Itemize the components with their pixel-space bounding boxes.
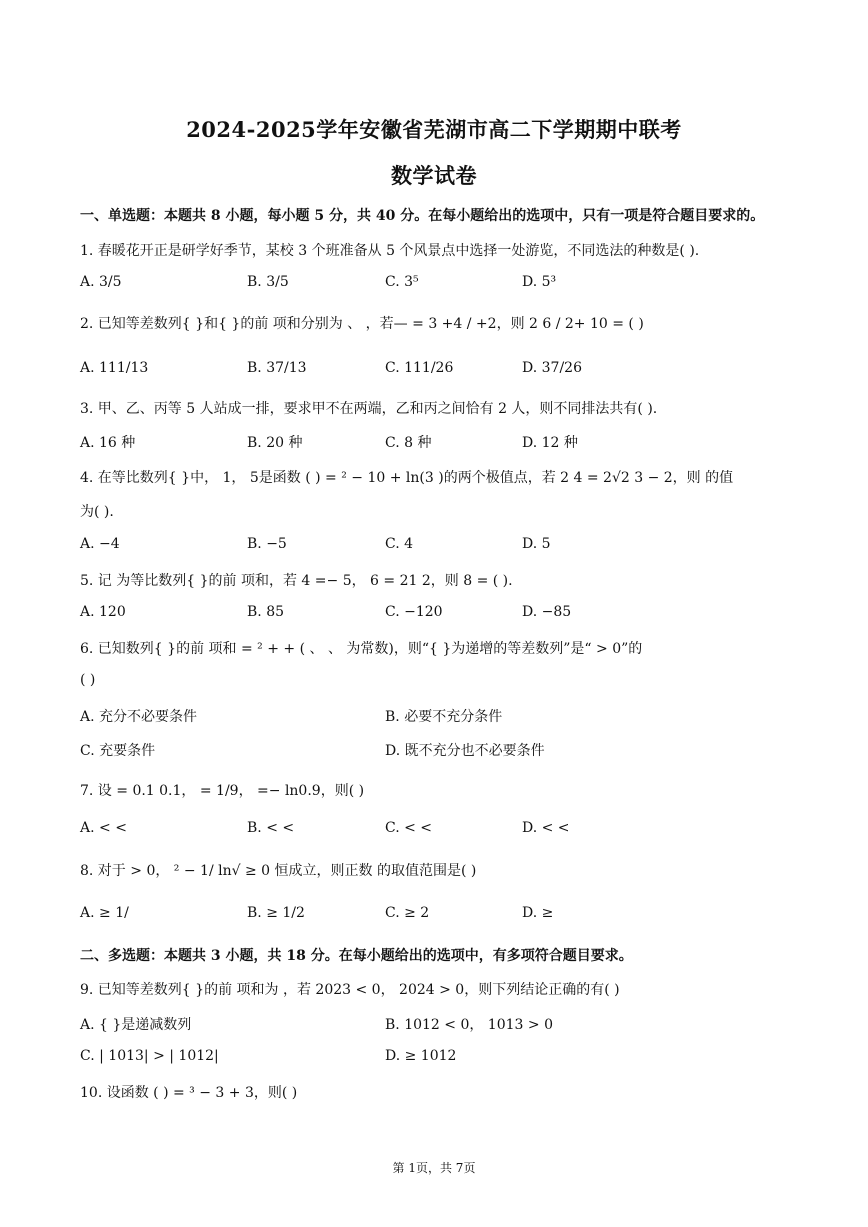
- question-8-option-c: C. ≥ 2: [385, 905, 430, 921]
- section-multiple-choice-header: 二、多选题：本题共 3 小题，共 18 分。在每小题给出的选项中，有多项符合题目要求。: [80, 948, 633, 964]
- question-4-option-b: B. −5: [247, 536, 287, 552]
- section-single-choice-header: 一、单选题：本题共 8 小题，每小题 5 分，共 40 分。在每小题给出的选项中，只有一项是符合题目要求的。: [80, 208, 765, 224]
- question-4-stem: 4. 在等比数列{ }中， 1， 5是函数 ( ) = ² − 10 + ln(3 )的两个极值点，若 2 4 = 2√2 3 − 2，则 的值: [80, 470, 734, 486]
- question-9-option-a: A. { }是递减数列: [80, 1017, 192, 1033]
- question-3-stem: 3. 甲、乙、丙等 5 人站成一排，要求甲不在两端，乙和丙之间恰有 2 人，则不同排法共有( ).: [80, 401, 658, 417]
- question-2-option-b: B. 37/13: [247, 360, 307, 376]
- question-6-option-d: D. 既不充分也不必要条件: [385, 743, 545, 759]
- question-6-option-a: A. 充分不必要条件: [80, 709, 198, 725]
- question-1-option-c: C. 3⁵: [385, 274, 419, 290]
- exam-subtitle: 数学试卷: [391, 163, 477, 188]
- question-5-option-b: B. 85: [247, 604, 285, 620]
- question-4-option-a: A. −4: [80, 536, 120, 552]
- question-2-stem: 2. 已知等差数列{ }和{ }的前 项和分别为 、 ，若— = 3 +4 / +2，则 2 6 / 2+ 10 = ( ): [80, 316, 644, 332]
- question-1-option-b: B. 3/5: [247, 274, 289, 290]
- question-2-option-d: D. 37/26: [522, 360, 582, 376]
- question-10-stem: 10. 设函数 ( ) = ³ − 3 + 3，则( ): [80, 1085, 298, 1101]
- question-6-stem: 6. 已知数列{ }的前 项和 = ² + + ( 、 、 为常数)，则“{ }为递增的等差数列”是“ > 0”的: [80, 641, 643, 657]
- question-8-option-a: A. ≥ 1/: [80, 905, 129, 921]
- question-6-stem-continued: ( ): [80, 672, 96, 688]
- question-4-option-d: D. 5: [522, 536, 551, 552]
- question-9-stem: 9. 已知等差数列{ }的前 项和为 ，若 2023 < 0， 2024 > 0，则下列结论正确的有( ): [80, 982, 620, 998]
- question-9-option-b: B. 1012 < 0， 1013 > 0: [385, 1017, 553, 1033]
- question-7-stem: 7. 设 = 0.1 0.1， = 1/9， =− ln0.9，则( ): [80, 783, 365, 799]
- question-8-stem: 8. 对于 > 0， ² − 1/ ln√ ≥ 0 恒成立，则正数 的取值范围是( ): [80, 863, 477, 879]
- question-2-option-a: A. 111/13: [80, 360, 149, 376]
- question-6-option-c: C. 充要条件: [80, 743, 156, 759]
- question-5-option-d: D. −85: [522, 604, 572, 620]
- question-7-option-a: A. < <: [80, 820, 127, 836]
- question-3-option-d: D. 12 种: [522, 435, 578, 451]
- exam-title: 2024-2025学年安徽省芜湖市高二下学期期中联考: [186, 117, 682, 142]
- question-1-option-d: D. 5³: [522, 274, 557, 290]
- page-footer: 第 1页，共 7页: [392, 1161, 476, 1175]
- question-5-option-a: A. 120: [80, 604, 126, 620]
- question-7-option-d: D. < <: [522, 820, 570, 836]
- question-3-option-b: B. 20 种: [247, 435, 303, 451]
- question-5-stem: 5. 记 为等比数列{ }的前 项和，若 4 =− 5， 6 = 21 2，则 8 = ( ).: [80, 573, 513, 589]
- question-7-option-b: B. < <: [247, 820, 295, 836]
- question-8-option-d: D. ≥: [522, 905, 554, 921]
- question-4-stem-continued: 为( ).: [80, 504, 114, 520]
- question-4-option-c: C. 4: [385, 536, 414, 552]
- question-6-option-b: B. 必要不充分条件: [385, 709, 503, 725]
- question-3-option-c: C. 8 种: [385, 435, 432, 451]
- question-5-option-c: C. −120: [385, 604, 443, 620]
- question-2-option-c: C. 111/26: [385, 360, 454, 376]
- question-1-stem: 1. 春暖花开正是研学好季节，某校 3 个班准备从 5 个风景点中选择一处游览，不同选法的种数是( ).: [80, 243, 700, 259]
- question-9-option-c: C. | 1013| > | 1012|: [80, 1048, 219, 1064]
- question-8-option-b: B. ≥ 1/2: [247, 905, 305, 921]
- question-9-option-d: D. ≥ 1012: [385, 1048, 457, 1064]
- question-3-option-a: A. 16 种: [80, 435, 136, 451]
- question-7-option-c: C. < <: [385, 820, 433, 836]
- question-1-option-a: A. 3/5: [80, 274, 122, 290]
